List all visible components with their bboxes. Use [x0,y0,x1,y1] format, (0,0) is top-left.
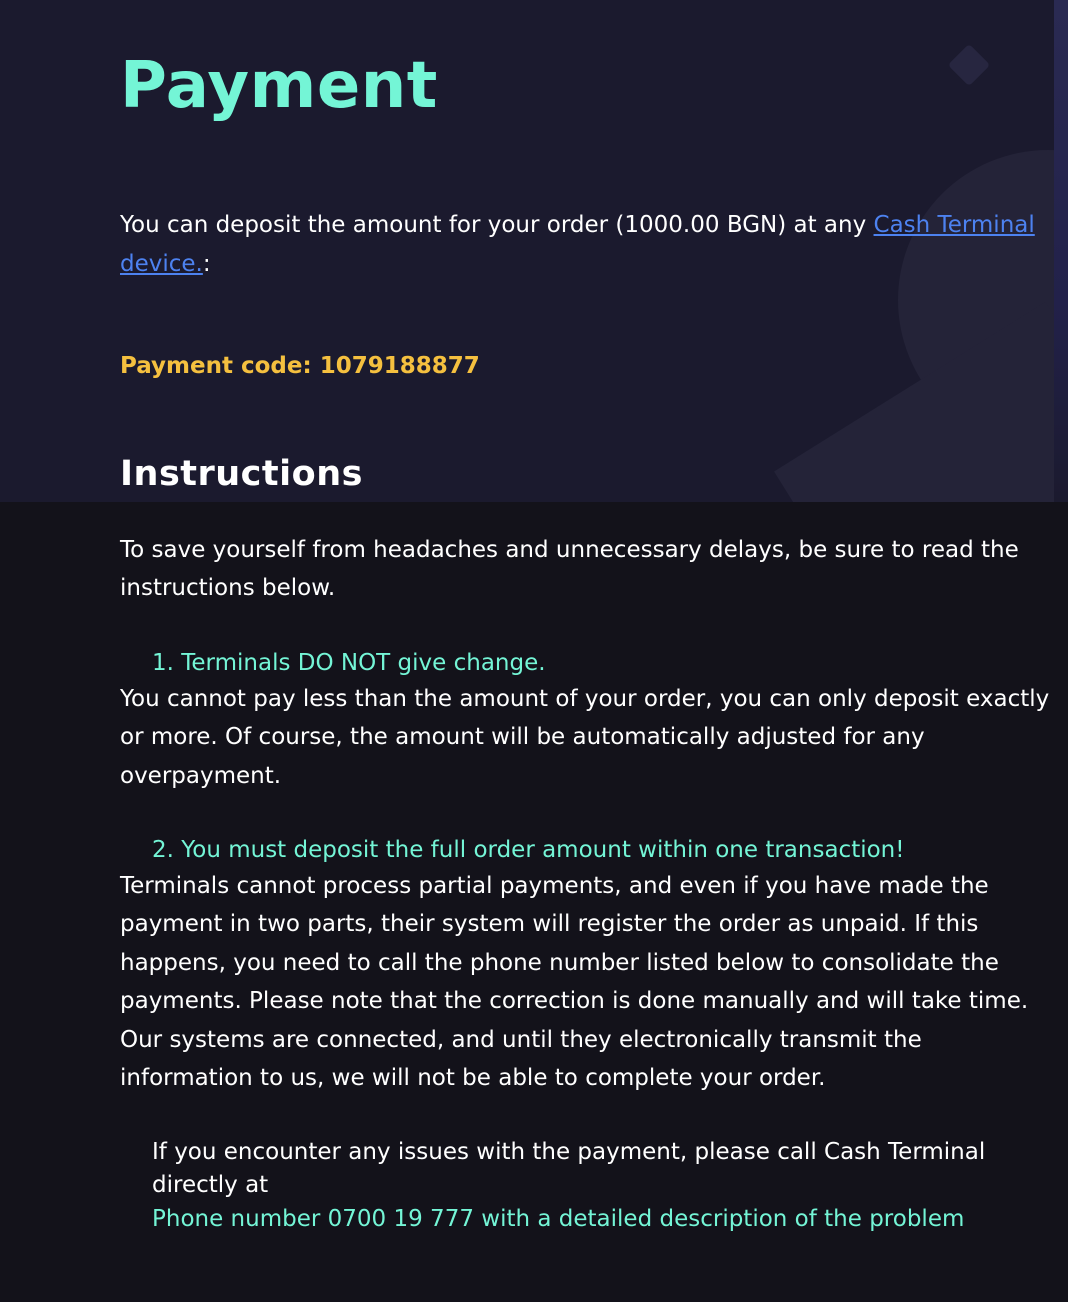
instruction-heading-1: 1. Terminals DO NOT give change. [152,650,546,676]
decorative-edge [1054,0,1068,502]
instruction-text-2: Terminals cannot process partial payments, and even if you have made the payment in two parts, their system will register the order as unpaid. If this happens, you need to call the phone number listed below to consolidate the payments. Please note that the correction is done manually and will take time. Our systems are connected, and until they electronically transmit the information to us, we will not be able to complete your order. [120,873,1029,1092]
page-title: Payment [120,49,438,123]
instructions-lead: To save yourself from headaches and unnecessary delays, be sure to read the instructions below. [120,537,1019,602]
instruction-text-1: You cannot pay less than the amount of your order, you can only deposit exactly or more. Of course, the amount will be automatically adjusted for any overpayment. [120,686,1050,789]
instruction-heading-2: 2. You must deposit the full order amount within one transaction! [152,837,905,863]
hero-section [0,0,1068,502]
instructions-title: Instructions [120,454,363,494]
cash-terminal-link[interactable]: Cash Terminal device. [120,212,1035,277]
contact-text: If you encounter any issues with the payment, please call Cash Terminal directly at [152,1139,986,1198]
intro-text-before: You can deposit the amount for your order (1000.00 BGN) at any [120,212,874,238]
contact-phone: Phone number 0700 19 777 with a detailed description of the problem [152,1206,965,1232]
intro-text [120,206,1040,284]
intro-text-after: : [202,251,211,277]
decorative-diamond-icon [948,44,990,86]
payment-code: Payment code: 1079188877 [120,353,480,379]
